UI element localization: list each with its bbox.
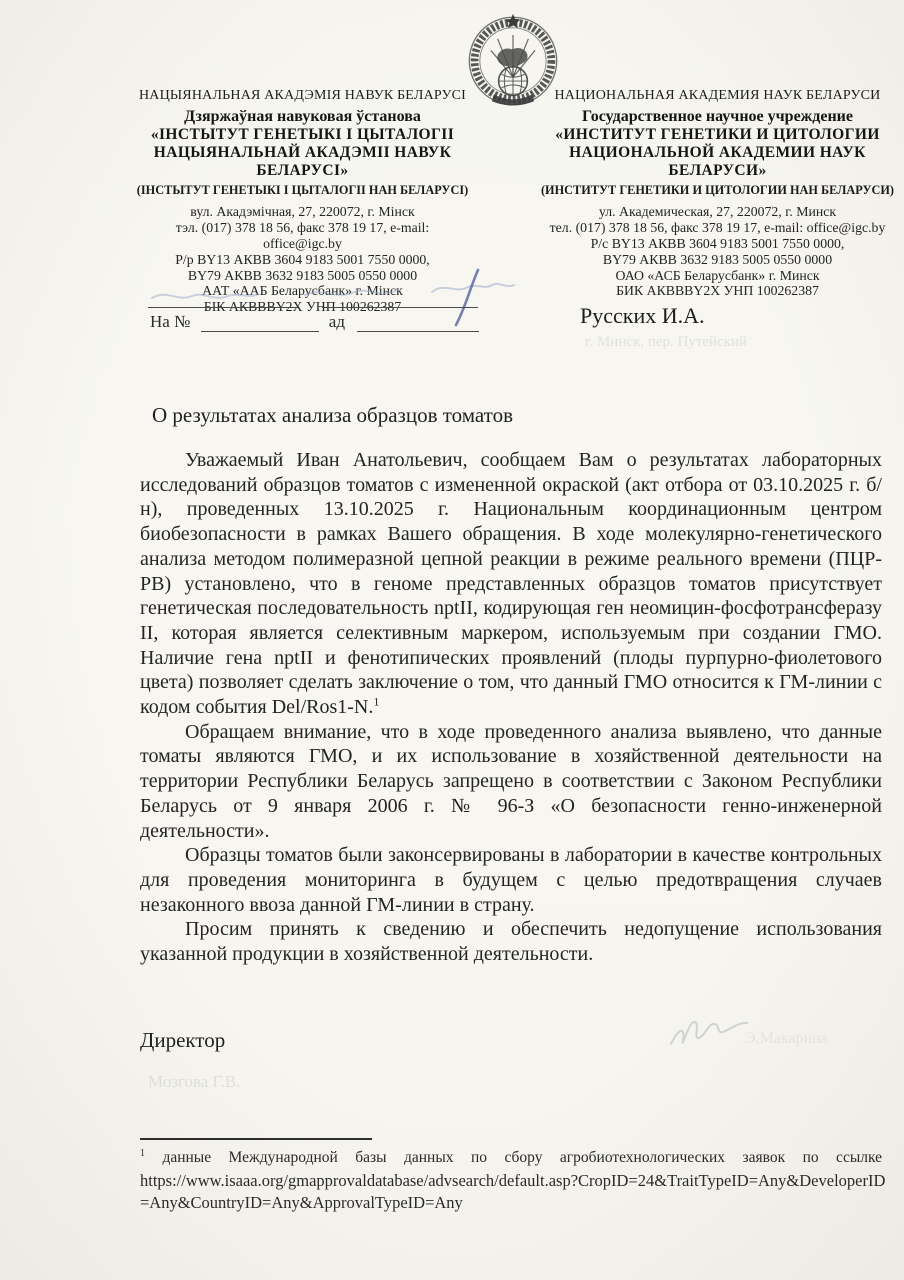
academy-name-by: НАЦЫЯНАЛЬНАЯ АКАДЭМІЯ НАВУК БЕЛАРУСІ <box>138 88 467 103</box>
footnote-marker: 1 <box>140 1148 145 1159</box>
outgoing-date-blank-line <box>322 290 478 308</box>
org-short-name-by: (ІНСТЫТУТ ГЕНЕТЫКІ І ЦЫТАЛОГІІ НАН БЕЛАРУСІ) <box>136 182 469 197</box>
academy-name-ru: НАЦИОНАЛЬНАЯ АКАДЕМИЯ НАУК БЕЛАРУСИ <box>554 88 881 103</box>
account-line-2: BY79 АКВВ 3632 9183 5005 0550 0000 <box>187 267 418 283</box>
bik-unp-line: БИК АКВВBY2X УНП 100262387 <box>616 283 819 299</box>
na-number-label: На № <box>150 312 191 331</box>
org-name-ru-line1: «ИНСТИТУТ ГЕНЕТИКИ И ЦИТОЛОГИИ <box>555 125 880 143</box>
ad-label: ад <box>328 312 345 331</box>
incoming-date-blank <box>357 317 479 332</box>
contact-line: тел. (017) 378 18 56, факс 378 19 17, e-mail: office@igc.by <box>549 220 886 236</box>
org-name-by-line1: «ІНСТЫТУТ ГЕНЕТЫКІ І ЦЫТАЛОГІІ <box>150 125 455 143</box>
contact-line: тэл. (017) 378 18 56, факс 378 19 17, e-mail: office@igc.by <box>175 220 430 251</box>
subject-line: О результатах анализа образцов томатов <box>152 403 513 427</box>
address-line: вул. Акадэмічная, 27, 220072, г. Мінск <box>190 204 415 220</box>
org-short-name-ru: (ИНСТИТУТ ГЕНЕТИКИ И ЦИТОЛОГИИ НАН БЕЛАРУСИ) <box>540 182 895 197</box>
paragraph-gmo-prohibition: Обращаем внимание, что в ходе проведенного анализа выявлено, что данные томаты являются ГМО, и их использование в хозяйственной деятельности на территории Республики Беларусь запрещено в соответствии с Законом Республики Беларусь от 9 января 2006 г. № 96-З «О безопасности генно-инженерной деятельности». <box>140 720 882 842</box>
org-type-ru: Государственное научное учреждение <box>582 107 853 125</box>
account-line-1: Р/с BY13 АКВВ 3604 9183 5001 7550 0000, <box>590 235 845 251</box>
account-line-2: BY79 АКВВ 3632 9183 5005 0550 0000 <box>602 251 833 267</box>
paragraph-analysis-results: Уважаемый Иван Анатольевич, сообщаем Вам о результатах лабораторных исследований образцов томатов с измененной окраской (акт отбора от 03.10.2025 г. б/н), проведенных 13.10.2025 г. Национальным координационным центром биобезопасности в рамках Вашего обращения. В ходе молекулярно-генетического анализа методом полимеразной цепной реакции в режиме реального времени (ПЦР-РВ) установлено, что в геноме представленных образцов томатов присутствует генетическая последовательность nptII, кодирующая ген неомицин-фосфотрансферазу II, которая является селективным маркером, используемым при создании ГМО. Наличие гена nptII и фенотипических проявлений (плоды пурпурно-фиолетового цвета) позволяет сделать заключение о том, что данный ГМО относится к ГМ-линии с кодом события Del/Ros1-N.$^1$ <box>140 449 882 719</box>
recipient-address-faint: г. Минск, пер. Путейский <box>585 334 748 350</box>
account-line-1: Р/р BY13 АКВВ 3604 9183 5001 7550 0000, <box>175 251 430 267</box>
executor-name-faint: Мозгова Г.В. <box>148 1072 241 1091</box>
incoming-reference-row <box>150 312 479 332</box>
org-name-by-line2: НАЦЫЯНАЛЬНАЙ АКАДЭМІІ НАВУК <box>153 143 452 161</box>
org-name-ru-line2: НАЦИОНАЛЬНОЙ АКАДЕМИИ НАУК <box>569 143 866 161</box>
letter-body <box>140 448 882 967</box>
org-name-ru-line3: БЕЛАРУСИ» <box>668 161 767 179</box>
incoming-number-blank <box>201 317 319 332</box>
recipient-name: Русских И.А. <box>580 303 705 328</box>
footnote-url: https://www.isaaa.org/gmapprovaldatabase/advsearch/default.asp?CropID=24&TraitTypeID=Any&DeveloperID=Any&CountryID=Any&ApprovalTypeID=Any <box>140 1171 886 1212</box>
bank-line: ОАО «АСБ Беларусбанк» г. Минск <box>615 267 820 283</box>
bik-unp-line: БІК АКВВBY2X УНП 100262387 <box>203 299 402 315</box>
signer-name-faint-right: Э.Макарина <box>745 1030 828 1047</box>
org-type-by: Дзяржаўная навуковая ўстанова <box>184 107 421 125</box>
outgoing-number-blank-line <box>148 290 298 308</box>
org-name-by-line3: БЕЛАРУСІ» <box>256 161 349 179</box>
paragraph-request: Просим принять к сведению и обеспечить недопущение использования указанной продукции в хозяйственной деятельности. <box>140 918 882 966</box>
address-line: ул. Академическая, 27, 220072, г. Минск <box>598 204 837 220</box>
footnote-reference-mark: 1 <box>373 694 380 709</box>
paragraph-samples-preserved: Образцы томатов были законсервированы в лаборатории в качестве контрольных для проведения мониторинга в будущем с целью предотвращения случаев незаконного ввоза данной ГМ-линии в страну. <box>140 844 882 916</box>
bank-line: ААТ «ААБ Беларусбанк» г. Мінск <box>202 283 403 299</box>
signer-title: Директор <box>140 1028 226 1052</box>
footnote-divider <box>140 1138 372 1140</box>
footnote-text-line: $^1$ данные Международной базы данных по сбору агробиотехнологических заявок по ссылке <box>140 1148 882 1167</box>
